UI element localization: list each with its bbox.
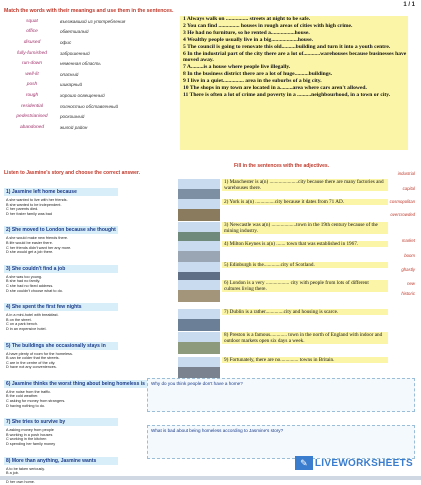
answer-option[interactable]: A she wanted to live with her friends. [6, 198, 68, 202]
russian-meaning: опасный [60, 71, 79, 77]
answer-option[interactable]: A have plenty of room for the homeless. [6, 351, 73, 356]
city-photo [178, 309, 220, 331]
word-row [4, 16, 164, 27]
russian-meaning: жилой район [60, 124, 88, 130]
russian-meaning: заброшенный [60, 50, 90, 56]
adjective-word[interactable]: capital [402, 186, 415, 191]
question-block [4, 218, 164, 254]
task3-heading: Fill in the sentences with the adjectives. [234, 163, 330, 169]
sentence-line: 11 There is often a lot of crime and poverty in a ..........neighbourhood, in a town or city. [183, 91, 391, 98]
adjective-word[interactable]: market [401, 238, 415, 243]
english-word[interactable]: abandoned [19, 124, 44, 130]
sentence-line: 3 He had no furniture, so he rented a.................house. [183, 29, 310, 36]
russian-meaning: неменная область [60, 61, 101, 67]
answer-option[interactable]: D she would get a job there. [6, 250, 54, 255]
english-word[interactable]: squat [26, 18, 38, 24]
answer-option[interactable]: C on a park bench. [6, 322, 39, 327]
adjective-word[interactable]: new [407, 281, 415, 286]
answer-option[interactable]: B she had no family. [6, 279, 41, 284]
english-word[interactable]: rough [25, 92, 39, 98]
city-photo [178, 357, 220, 379]
logo-text: LIVEWORKSHEETS [314, 457, 413, 469]
answer-option[interactable]: C are in the centre of the city. [6, 360, 56, 365]
answer-option[interactable]: C her parents died. [6, 207, 39, 212]
question-block [4, 295, 164, 331]
russian-meaning: роскошный [60, 114, 85, 120]
listening-quiz [4, 178, 164, 485]
question-heading: 4) She spent the first few nights [4, 303, 118, 311]
english-word[interactable]: pedestrianised [16, 114, 48, 120]
sentence-line: 1 Always walk on ................ streets at night to be safe. [183, 16, 311, 22]
answer-option[interactable]: B she wanted to be independent. [6, 202, 62, 207]
fill-sentence: 8) Preston is a famous............. town in the north of England with indoor and outdoor markets open six days a week. [222, 332, 388, 344]
answer-option[interactable]: B a job. [6, 471, 19, 476]
fill-sentence: 1) Manchester is a(n) ......................city because there are many factories and warehouses there. [222, 179, 388, 191]
open-question: Why do you think people don't have a home? [151, 381, 243, 386]
word-row [4, 90, 164, 101]
answer-option[interactable]: A in a mini-hotel with breakfast. [6, 313, 59, 318]
word-row [4, 48, 164, 59]
russian-meaning: офис [60, 39, 72, 45]
question-block [4, 257, 164, 293]
answer-box[interactable] [147, 425, 415, 459]
logo-icon: ✎ [295, 456, 313, 470]
sentence-line: 7 A.........is a house where people live illegally. [183, 64, 291, 71]
adjective-word[interactable]: historic [401, 291, 415, 296]
answer-option[interactable]: D her foster family was bad [6, 211, 53, 216]
russian-meaning: хорошо освещенный [60, 92, 105, 98]
task1-heading: Match the words with their meanings and use them in the sentences. [4, 8, 174, 14]
answer-option[interactable]: B the cold weather. [6, 394, 39, 399]
word-row [4, 37, 164, 48]
word-row [4, 80, 164, 91]
fill-sentence: 5) Edinburgh is the.............city of Scotland. [222, 262, 388, 268]
english-word[interactable]: well-lit [25, 71, 39, 77]
sentence-line: 5 The council is going to renovate this old..........building and turn it into a youth centre. [183, 43, 391, 50]
sentence-line: 2 You can find ............... houses in rough areas of cities with high crime. [183, 22, 353, 29]
sentence-line: 10 The shops in my town are located in a.........area where cars aren't allowed. [183, 85, 367, 92]
answer-option[interactable]: C her friends didn't want her any more. [6, 245, 72, 250]
adjective-word[interactable]: industrial [397, 171, 415, 176]
city-photo [178, 332, 220, 354]
answer-option[interactable]: A she would make new friends there. [6, 236, 69, 241]
english-word[interactable]: run-down [22, 61, 42, 67]
word-match-list [4, 16, 164, 133]
word-row [4, 111, 164, 122]
russian-meaning: полностью обставленный [60, 103, 119, 109]
word-row [4, 58, 164, 69]
english-word[interactable]: office [26, 29, 38, 35]
adjective-word[interactable]: ghastly [401, 267, 415, 272]
english-word[interactable]: fully-furnished [17, 50, 47, 56]
adjective-word[interactable]: cosmopolitan [389, 199, 415, 204]
city-photo [178, 199, 220, 221]
task2-heading: Listen to Jasmine's story and choose the correct answer. [4, 170, 140, 176]
fill-sentence: 6) London is a very .................. city with people from lots of different cultures living there. [222, 280, 388, 292]
question-heading: 6) Jasmine thinks the worst thing about being homeless is [6, 380, 145, 387]
word-row [4, 27, 164, 38]
city-photo [178, 179, 220, 201]
word-row [4, 101, 164, 112]
bottom-divider [0, 476, 421, 480]
liveworksheets-logo [295, 456, 413, 470]
answer-option[interactable]: A to be taken seriously. [6, 466, 45, 471]
answer-option[interactable]: B can be colder that the streets. [6, 356, 60, 361]
answer-option[interactable]: D have not any conveniences. [6, 365, 57, 370]
answer-option[interactable]: B life would be easier there. [6, 240, 53, 245]
question-block [4, 372, 164, 408]
question-heading: 2) She moved to London because she thought [4, 226, 118, 234]
fill-sentence: 4) Milton Keynes is a(n) ....... town that was established in 1967. [222, 241, 388, 247]
adjective-word[interactable]: overcrowded [390, 212, 415, 217]
question-heading: 8) More than anything, Jasmine wants [4, 457, 118, 465]
sentence-line: 8 In the business district there are a lot of huge..........buildings. [183, 71, 333, 78]
answer-option[interactable]: C asking for money from strangers. [6, 399, 66, 404]
answer-option[interactable]: A she was too young. [6, 274, 43, 279]
answer-option[interactable]: C working in the kitchen [6, 437, 47, 442]
city-photo [178, 241, 220, 263]
answer-option[interactable]: D in an expensive hotel. [6, 326, 47, 331]
sentence-line: 6 In the industrial part of the city there are a lot of............warehouses because businesses have moved away. [183, 50, 407, 64]
page-number: 1 / 1 [403, 2, 415, 8]
fill-sentence: 2) York is a(n) ...............city because it dates from 71 AD. [222, 199, 388, 205]
question-heading: 3) She couldn't find a job [4, 265, 118, 273]
fill-sentence: 3) Newcastle was a(n) ...................town in the 19th century because of the mining industry. [222, 222, 388, 234]
fill-sentence: 9) Fortunately, there are no.............. towns in Britain. [222, 357, 388, 363]
fill-sentence: 7) Dublin is a rather..............city and housing is scarce. [222, 309, 388, 315]
sentences-box [180, 16, 408, 150]
russian-meaning: шикарный [60, 82, 83, 88]
english-word[interactable]: posh [26, 82, 38, 88]
answer-option[interactable]: D spending her family money [6, 442, 56, 447]
open-question: What is bad about being homeless according to Jasmine's story? [151, 428, 284, 433]
sentence-line: 4 Wealthy people usually live in a big...................house. [183, 36, 313, 43]
question-block [4, 180, 164, 216]
city-photo [178, 280, 220, 302]
english-word[interactable]: disused [23, 39, 41, 45]
english-word[interactable]: residential [21, 103, 43, 109]
word-row [4, 122, 164, 133]
answer-option[interactable]: A the noise from the traffic. [6, 389, 52, 394]
russian-meaning: обветшалый [60, 29, 89, 35]
answer-box[interactable] [147, 378, 415, 412]
question-block [4, 410, 164, 446]
adjective-word[interactable]: boom [404, 253, 415, 258]
question-heading: 7) She tries to survive by [4, 418, 118, 426]
answer-option[interactable]: D she couldn't choose what to do. [6, 288, 63, 293]
answer-option[interactable]: C she had no fixed address. [6, 283, 54, 288]
russian-meaning: въезжавший из употребления [60, 18, 126, 24]
answer-option[interactable]: A asking money from people [6, 428, 54, 433]
answer-option[interactable]: B on the street. [6, 317, 32, 322]
question-block [4, 334, 164, 370]
answer-option[interactable]: B working in a posh houses [6, 432, 53, 437]
sentence-line: 9 I live in a quiet............... area in the suburbs of a big city. [183, 78, 322, 85]
question-heading: 1) Jasmine left home because [4, 188, 118, 196]
word-row [4, 69, 164, 80]
answer-option[interactable]: D having nothing to do. [6, 403, 46, 408]
question-heading: 5) The buildings she occasionally stays in [4, 342, 118, 350]
answer-option[interactable]: D her own home. [6, 480, 35, 485]
